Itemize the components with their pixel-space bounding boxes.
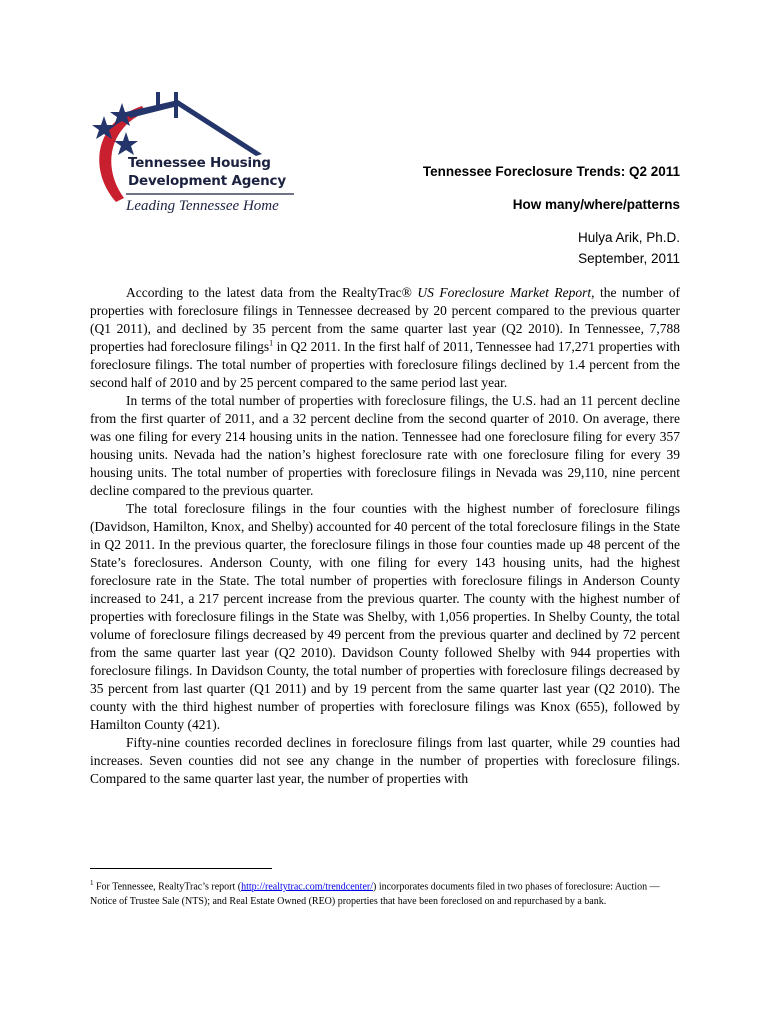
- footnote-divider: [90, 868, 272, 869]
- paragraph: Fifty-nine counties recorded declines in foreclosure filings from last quarter, while 29 counties had increases. Seven counties did not see any change in the number of properties with foreclosure filings. Compared to the same quarter last year, the number of properties with: [90, 735, 680, 786]
- paragraph: According to the latest data from the RealtyTrac® US Foreclosure Market Report, the number of properties with foreclosure filings in Tennessee decreased by 20 percent compared to the previous quarter (Q1 2011), and declined by 35 percent from the same quarter last year (Q2 2010). In Tennessee, 7,788 properties had foreclosure filings$^1$ in Q2 2011. In the first half of 2011, Tennessee had 17,271 properties with foreclosure filings. The total number of properties with foreclosure filings declined by 1.4 percent from the second half of 2010 and by 25 percent compared to the same period last year.: [90, 285, 680, 390]
- document-title: Tennessee Foreclosure Trends: Q2 2011: [422, 164, 680, 179]
- publication-date: September, 2011: [578, 251, 680, 266]
- author-name: Hulya Arik, Ph.D.: [577, 230, 680, 245]
- logo-roof-icon: [126, 100, 262, 156]
- footnote: $^1$ For Tennessee, RealtyTrac’s report (http://realtytrac.com/trendcenter/) incorporates documents filed in two phases of foreclosure: Auction — Notice of Trustee Sale (NTS); and Real Estate Owned (REO) properties that have been foreclosed on and repurchased by a bank.: [90, 879, 660, 908]
- paragraph: The total foreclosure filings in the four counties with the highest number of foreclosure filings (Davidson, Hamilton, Knox, and Shelby) accounted for 40 percent of the total foreclosure filings in the State in Q2 2011. In the previous quarter, the foreclosure filings in those four counties made up 48 percent of the State’s foreclosures. Anderson County, with one filing for every 143 housing units, had the highest foreclosure rate in the State. The total number of properties with foreclosure filings in Anderson County increased to 241, a 217 percent increase from the previous quarter. The county with the highest number of properties with foreclosure filings in the State was Shelby, with 1,056 properties. In Shelby County, the total volume of foreclosure filings decreased by 49 percent from the previous quarter and declined by 72 percent from the same quarter last year (Q2 2010). Davidson County followed Shelby with 944 properties with foreclosure filings. In Davidson County, the total number of properties with foreclosure filings decreased by 35 percent from last quarter (Q1 2011) and by 19 percent from the same quarter last year (Q2 2010). The county with the third highest number of properties with foreclosure filings was Knox (655), followed by Hamilton County (421).: [90, 501, 680, 732]
- body-text: [90, 284, 680, 788]
- agency-tagline: Leading Tennessee Home: [126, 198, 279, 214]
- agency-name: [128, 154, 286, 190]
- paragraph: In terms of the total number of properties with foreclosure filings, the U.S. had an 11 percent decline from the first quarter of 2011, and a 32 percent decline from the second quarter of 2010. On average, there was one filing for every 214 housing units in the nation. Tennessee had one foreclosure filing for every 357 housing units. Nevada had the nation’s highest foreclosure rate with one foreclosure filing for every 39 housing units. The total number of properties with foreclosure filings in Nevada was 29,110, nine percent decline compared to the previous quarter.: [90, 393, 680, 498]
- footnote-number: 1: [90, 879, 94, 887]
- footnote-marker[interactable]: 1: [269, 338, 274, 348]
- realtytrac-link[interactable]: http://realtytrac.com/trendcenter/: [241, 881, 373, 893]
- agency-name-line1: Tennessee Housing: [128, 155, 271, 171]
- document-subtitle: How many/where/patterns: [512, 197, 680, 212]
- agency-name-line2: Development Agency: [128, 173, 286, 189]
